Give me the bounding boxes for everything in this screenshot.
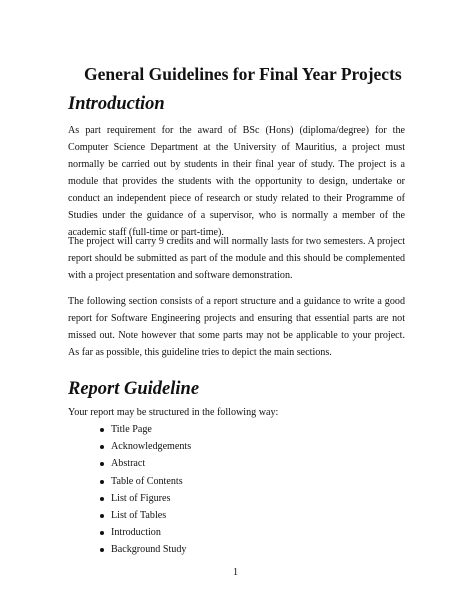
bullet-icon [100, 548, 104, 552]
page-number: 1 [233, 567, 239, 578]
list-item-label: Introduction [111, 527, 161, 539]
bullet-icon [100, 462, 104, 466]
introduction-paragraph-1: As part requirement for the award of BSc (Hons) (diploma/degree) for the Computer Science Department at the University of Mauritius, a project must normally be carried out by students in their final year of study. The project is a module that provides the students with the opportunity to design, undertake or conduct an independent piece of research or study related to their Programme of Studies under the guidance of a supervisor, who is normally a member of the academic staff (full-time or part-time). [68, 125, 405, 238]
report-guideline-intro: Your report may be structured in the following way: [68, 407, 279, 418]
list-item [92, 524, 191, 541]
bullet-icon [100, 445, 104, 449]
list-item-label: List of Figures [111, 492, 171, 504]
report-guideline-heading: Report Guideline [68, 379, 200, 399]
list-item-label: Acknowledgements [111, 441, 192, 453]
bullet-icon [100, 531, 104, 535]
bullet-icon [100, 428, 104, 432]
list-item [92, 455, 191, 472]
list-item [92, 438, 191, 455]
list-item [92, 421, 191, 438]
report-structure-list [92, 421, 191, 559]
list-item [92, 473, 191, 490]
document-title: General Guidelines for Final Year Projects [84, 64, 402, 84]
bullet-icon [100, 514, 104, 518]
list-item [92, 541, 191, 558]
list-item [92, 490, 191, 507]
list-item-label: List of Tables [111, 509, 167, 521]
bullet-icon [100, 480, 104, 484]
list-item [92, 507, 191, 524]
list-item-label: Table of Contents [111, 475, 183, 487]
introduction-paragraph-3: The following section consists of a report structure and a guidance to write a good report for Software Engineering projects and ensuring that essential parts are not missed out. Note however that some parts may not be applicable to your project. As far as possible, this guideline tries to depict the main sections. [68, 296, 405, 358]
introduction-heading: Introduction [68, 94, 165, 114]
bullet-icon [100, 497, 104, 501]
list-item-label: Title Page [111, 424, 152, 435]
list-item-label: Background Study [111, 544, 187, 556]
introduction-paragraph-2: The project will carry 9 credits and will normally lasts for two semesters. A project report should be submitted as part of the module and this should be complemented with a project presentation and software demonstration. [68, 236, 405, 281]
list-item-label: Abstract [111, 458, 146, 470]
